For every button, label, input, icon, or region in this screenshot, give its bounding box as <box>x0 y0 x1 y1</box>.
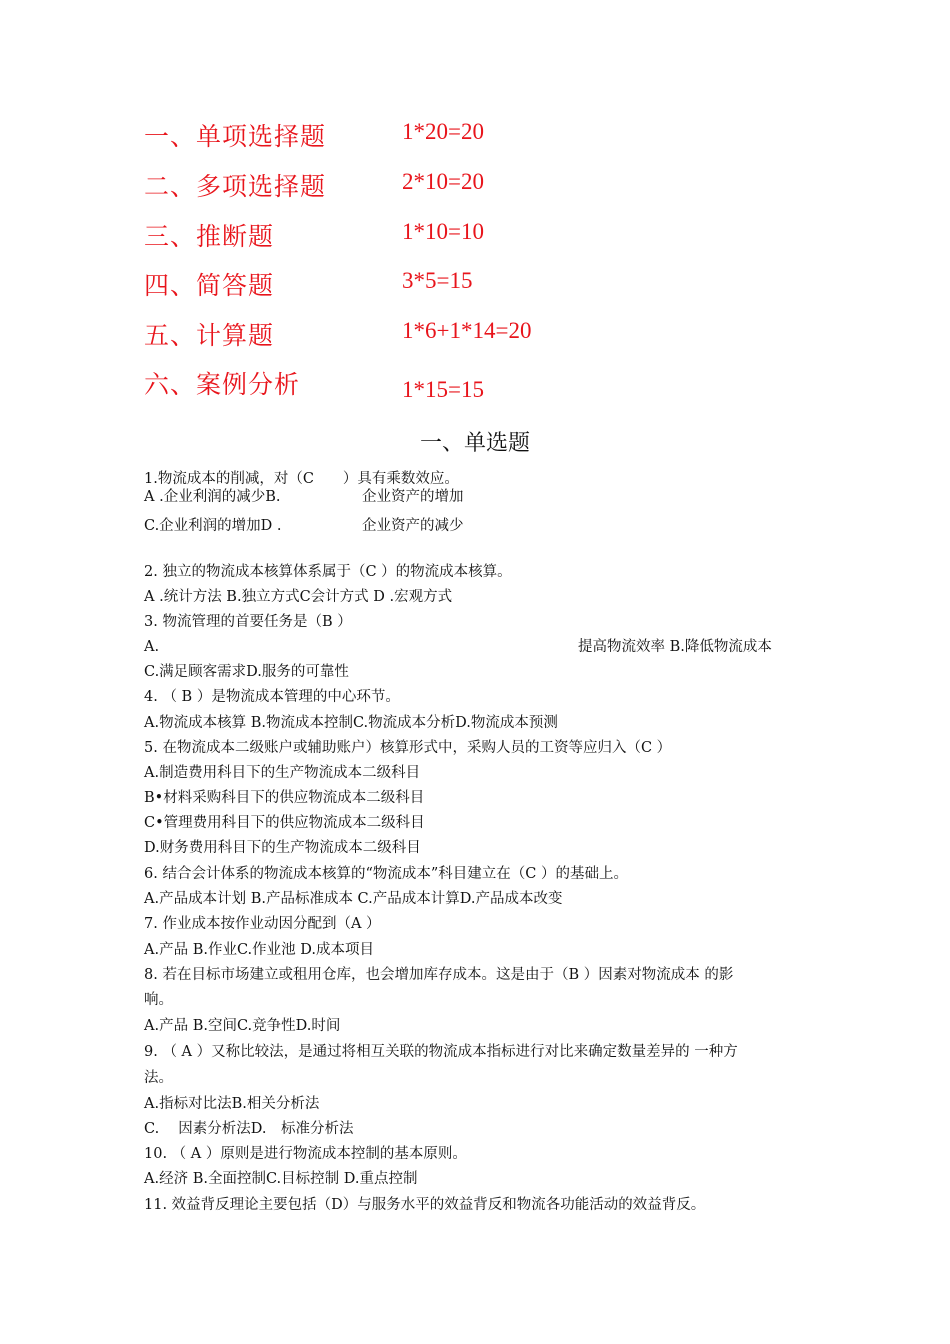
score-value: 1*20=20 <box>402 119 484 144</box>
question-text: 3. 物流管理的首要任务是（B ） <box>144 614 352 630</box>
score-value: 2*10=20 <box>402 169 484 194</box>
question-text: 响。 <box>144 992 173 1008</box>
score-label: 二、多项选择题 <box>144 172 327 201</box>
option-text: A.制造费用科目下的生产物流成本二级科目 <box>144 765 421 781</box>
score-value: 3*5=15 <box>402 268 473 293</box>
option-text: A. <box>144 639 160 655</box>
option-text: A.物流成本核算 B.物流成本控制C.物流成本分析D.物流成本预测 <box>144 715 558 731</box>
option-text: A.产品 B.空间C.竞争性D.时间 <box>144 1018 341 1034</box>
question-text: 10. （ A ）原则是进行物流成本控制的基本原则。 <box>144 1146 467 1162</box>
question-text: 4. （ B ）是物流成本管理的中心环节。 <box>144 689 400 705</box>
option-text: 企业资产的增加 <box>362 489 464 505</box>
option-text: C. 因素分析法D. 标准分析法 <box>144 1121 354 1137</box>
question-text: 9. （ A ）又称比较法，是通过将相互关联的物流成本指标进行对比来确定数量差异的 一种方 <box>144 1044 738 1060</box>
section-title: 一、单选题 <box>419 431 530 456</box>
option-text: C.企业利润的增加D . <box>144 518 282 534</box>
score-row <box>0 167 950 207</box>
option-text: B•材料采购科目下的供应物流成本二级科目 <box>144 790 425 806</box>
question-text: 8. 若在目标市场建立或租用仓库，也会增加库存成本。这是由于（B ）因素对物流成本 的影 <box>144 967 734 983</box>
option-text: A.指标对比法B.相关分析法 <box>144 1096 320 1112</box>
option-text: A.产品 B.作业C.作业池 D.成本项目 <box>144 942 374 958</box>
option-text: C.满足顾客需求D.服务的可靠性 <box>144 664 349 680</box>
option-text: D.财务费用科目下的生产物流成本二级科目 <box>144 840 421 856</box>
option-text: A .企业利润的减少B. <box>144 489 281 505</box>
option-text: 企业资产的减少 <box>362 518 464 534</box>
question-text: 7. 作业成本按作业动因分配到（A ） <box>144 916 381 932</box>
question-text: 2. 独立的物流成本核算体系属于（C ）的物流成本核算。 <box>144 564 512 580</box>
option-text: C•管理费用科目下的供应物流成本二级科目 <box>144 815 425 831</box>
score-row <box>0 316 950 356</box>
option-text: 提高物流效率 B.降低物流成本 <box>578 639 772 655</box>
question-text: 1.物流成本的削减，对（C ）具有乘数效应。 <box>144 471 459 487</box>
option-text: A .统计方法 B.独立方式C会计方式 D .宏观方式 <box>144 589 453 605</box>
score-row <box>0 365 950 405</box>
score-value: 1*6+1*14=20 <box>402 318 532 343</box>
question-text: 法。 <box>144 1070 173 1086</box>
score-label: 五、计算题 <box>144 321 275 350</box>
question-text: 6. 结合会计体系的物流成本核算的“物流成本”科目建立在（C ）的基础上。 <box>144 866 628 882</box>
score-label: 三、推断题 <box>144 222 275 251</box>
score-value: 1*10=10 <box>402 219 484 244</box>
score-label: 六、案例分析 <box>144 370 301 399</box>
score-label: 四、简答题 <box>144 271 275 300</box>
score-value: 1*15=15 <box>402 377 484 402</box>
score-label: 一、单项选择题 <box>144 122 327 151</box>
score-row <box>0 217 950 257</box>
score-row <box>0 117 950 157</box>
option-text: A.产品成本计划 B.产品标准成本 C.产品成本计算D.产品成本改变 <box>144 891 563 907</box>
question-text: 5. 在物流成本二级账户或辅助账户）核算形式中，采购人员的工资等应归入（C ） <box>144 740 672 756</box>
option-text: A.经济 B.全面控制C.目标控制 D.重点控制 <box>144 1171 418 1187</box>
score-row <box>0 266 950 306</box>
question-text: 11. 效益背反理论主要包括（D）与服务水平的效益背反和物流各功能活动的效益背反。 <box>144 1197 706 1213</box>
